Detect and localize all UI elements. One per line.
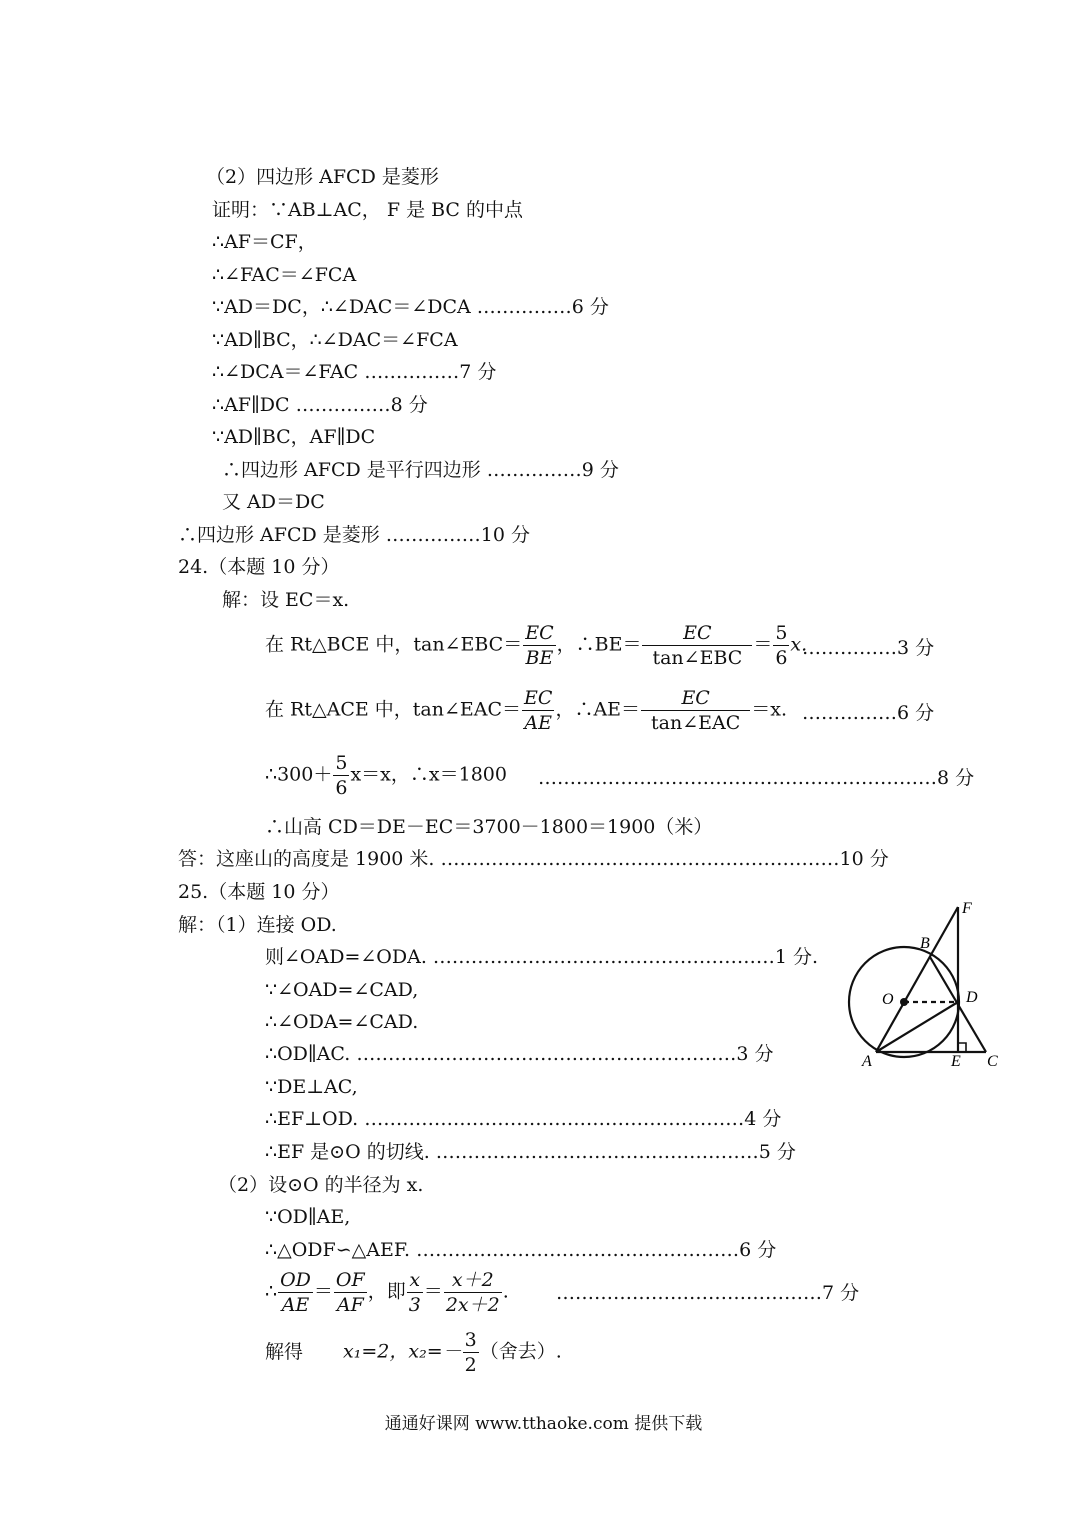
q25-line-12-text-b: ，即 — [367, 1280, 406, 1303]
q25-line-12-text-c: . — [502, 1280, 509, 1303]
fraction-denominator: 3 — [408, 1294, 421, 1316]
q25-line-12-text-a: ∴ — [265, 1280, 278, 1303]
proof-line-7: ∴∠DCA＝∠FAC ……………7 分 — [212, 361, 497, 383]
q24-row-2-text-b: ，∴AE＝ — [555, 698, 641, 721]
q25-line-13-text-c: （舍去）. — [479, 1340, 562, 1363]
fraction-numerator: EC — [641, 686, 750, 711]
fraction-numerator: OF — [335, 1269, 365, 1291]
fraction-denominator: 2 — [464, 1354, 477, 1376]
q25-line-7: ∴EF⊥OD. ……………………………………………………4 分 — [265, 1108, 782, 1130]
proof-line-11: 又 AD＝DC — [222, 491, 325, 513]
q24-row-2 — [265, 686, 787, 735]
fraction-3-2 — [463, 1328, 479, 1377]
q25-line-1: 解：（1）连接 OD. — [178, 914, 337, 936]
fraction-ec-tan-ebc — [642, 621, 752, 670]
label-e: E — [951, 1053, 961, 1070]
q24-line-1: 解：设 EC＝x. — [222, 589, 350, 611]
footer-source: 通通好课网 www.tthaoke.com 提供下载 — [384, 1414, 703, 1434]
q24-row-2-score: ……………6 分 — [802, 702, 935, 724]
fraction-numerator: EC — [642, 621, 752, 646]
label-o: O — [882, 991, 894, 1008]
fraction-5-6 — [333, 751, 349, 800]
q25-line-10: ∵OD∥AE, — [265, 1206, 351, 1228]
fraction-of-af — [334, 1268, 367, 1317]
fraction-denominator: BE — [525, 647, 554, 669]
fraction-denominator: 2x＋2 — [445, 1294, 500, 1316]
fraction-x2-2x2 — [444, 1268, 502, 1317]
q24-answer: 答：这座山的高度是 1900 米. ………………………………………………………10 分 — [178, 848, 889, 870]
fraction-numerator: 3 — [464, 1329, 477, 1351]
q24-heading: 24.（本题 10 分） — [178, 556, 340, 578]
fraction-numerator: 5 — [335, 752, 348, 774]
label-d: D — [966, 989, 978, 1006]
q25-line-13-text-b: x₁=2，x₂=－ — [343, 1340, 462, 1363]
fraction-ec-tan-eac — [641, 686, 750, 735]
proof-line-4: ∴∠FAC＝∠FCA — [212, 264, 357, 286]
fraction-denominator: AE — [281, 1294, 310, 1316]
label-b: B — [920, 935, 930, 952]
q24-row-1-text-c: ＝ — [753, 633, 773, 656]
q24-row-1-text-d: x. — [790, 633, 808, 656]
q25-line-3: ∵∠OAD=∠CAD, — [265, 979, 419, 1001]
right-angle-mark — [958, 1043, 966, 1052]
q25-line-8: ∴EF 是⊙O 的切线. ……………………………………………5 分 — [265, 1141, 796, 1163]
q24-row-3 — [265, 751, 507, 800]
proof-line-8: ∴AF∥DC ……………8 分 — [212, 394, 428, 416]
q25-line-12 — [265, 1268, 509, 1317]
fraction-denominator: AE — [524, 712, 553, 734]
fraction-numerator: EC — [525, 622, 554, 644]
fraction-5-6 — [773, 621, 789, 670]
q24-row-3-score: ………………………………………………………8 分 — [538, 767, 975, 789]
label-c: C — [987, 1053, 998, 1070]
proof-line-6: ∵AD∥BC，∴∠DAC＝∠FCA — [212, 329, 458, 351]
q25-line-12-eq-2: ＝ — [423, 1280, 443, 1303]
q25-line-6: ∵DE⊥AC, — [265, 1076, 358, 1098]
fraction-numerator: OD — [280, 1269, 311, 1291]
q24-row-3-text-a: ∴300＋ — [265, 763, 333, 786]
fraction-denominator: 6 — [775, 647, 788, 669]
q25-line-5: ∴OD∥AC. ……………………………………………………3 分 — [265, 1043, 774, 1065]
fraction-od-ae — [278, 1268, 313, 1317]
q24-row-2-text-a: 在 Rt△ACE 中，tan∠EAC＝ — [265, 698, 522, 721]
proof-line-12: ∴四边形 AFCD 是菱形 ……………10 分 — [178, 524, 531, 546]
fraction-ec-ae — [522, 686, 554, 735]
q24-row-2-text-c: ＝x. — [751, 698, 788, 721]
proof-line-3: ∴AF＝CF， — [212, 231, 317, 253]
proof-line-10: ∴四边形 AFCD 是平行四边形 ……………9 分 — [222, 459, 619, 481]
geometry-figure — [840, 895, 1010, 1075]
q25-line-13-text-a: 解得 — [265, 1340, 304, 1363]
proof-line-9: ∵AD∥BC，AF∥DC — [212, 426, 376, 448]
q24-row-3-text-b: x＝x，∴x＝1800 — [350, 763, 507, 786]
q24-row-1-text-b: ，∴BE＝ — [556, 633, 642, 656]
fraction-numerator: EC — [524, 687, 553, 709]
q25-line-13 — [265, 1328, 562, 1377]
q24-row-4: ∴山高 CD＝DE－EC＝3700－1800＝1900（米） — [265, 816, 713, 838]
line-ad — [876, 1002, 958, 1052]
fraction-denominator: tan∠EBC — [652, 647, 743, 669]
q25-line-12-score: ……………………………………7 分 — [556, 1282, 860, 1304]
center-point-o — [900, 998, 908, 1006]
q24-row-1 — [265, 621, 807, 670]
line-af — [876, 907, 958, 1052]
q25-line-2: 则∠OAD=∠ODA. ………………………………………………1 分. — [265, 946, 819, 968]
q24-row-1-score: ……………3 分 — [802, 637, 935, 659]
label-f: F — [962, 900, 972, 917]
proof-line-1: （2）四边形 AFCD 是菱形 — [206, 166, 439, 188]
q24-row-1-text-a: 在 Rt△BCE 中，tan∠EBC＝ — [265, 633, 523, 656]
q25-line-9: （2）设⊙O 的半径为 x. — [218, 1174, 424, 1196]
fraction-denominator: 6 — [335, 777, 348, 799]
fraction-numerator: x — [407, 1268, 423, 1293]
q25-heading: 25.（本题 10 分） — [178, 881, 340, 903]
q25-line-12-eq: ＝ — [313, 1280, 333, 1303]
q25-line-11: ∴△ODF∽△AEF. ……………………………………………6 分 — [265, 1239, 777, 1261]
fraction-x-3 — [407, 1268, 423, 1317]
fraction-numerator: 5 — [775, 622, 788, 644]
proof-line-5: ∵AD＝DC，∴∠DAC＝∠DCA ……………6 分 — [212, 296, 609, 318]
fraction-denominator: AF — [336, 1294, 364, 1316]
fraction-numerator: x＋2 — [444, 1268, 502, 1293]
label-a: A — [862, 1053, 872, 1070]
fraction-ec-be — [523, 621, 555, 670]
fraction-denominator: tan∠EAC — [651, 712, 741, 734]
proof-line-2: 证明：∵AB⊥AC， F 是 BC 的中点 — [212, 199, 524, 221]
q25-line-4: ∴∠ODA=∠CAD. — [265, 1011, 419, 1033]
